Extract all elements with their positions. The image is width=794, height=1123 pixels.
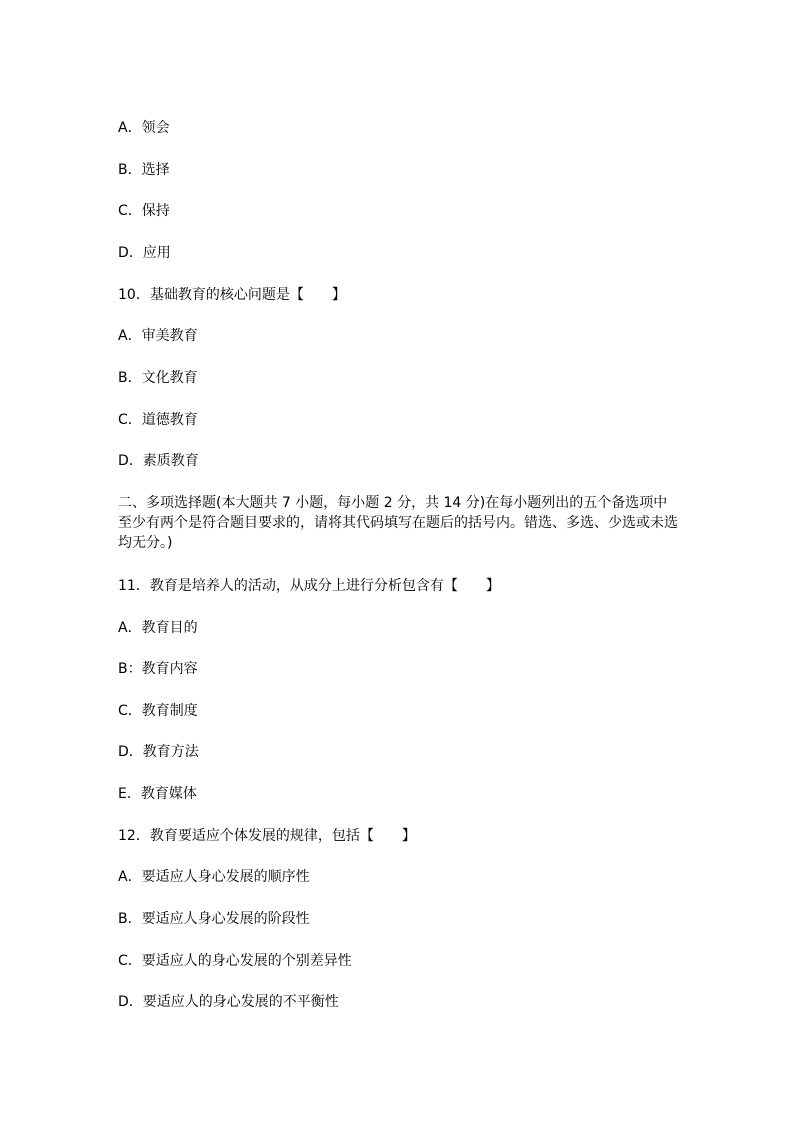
question-10: 10．基础教育的核心问题是【 】: [118, 287, 346, 303]
section-2-instructions: 二、多项选择题(本大题共 7 小题，每小题 2 分，共 14 分)在每小题列出的五个备选项中至少有两个是符合题目要求的，请将其代码填写在题后的括号内。错选、多选、少选或未选均无分。): [118, 495, 678, 551]
q11-option-b: B：教育内容: [118, 661, 198, 677]
q10-option-c: C．道德教育: [118, 412, 198, 428]
q9-option-c: C．保持: [118, 203, 170, 219]
q9-option-a: A．领会: [118, 120, 170, 136]
q12-option-c: C．要适应人的身心发展的个别差异性: [118, 953, 352, 969]
q9-option-d: D．应用: [118, 245, 171, 261]
q11-option-a: A．教育目的: [118, 620, 198, 636]
q12-option-a: A．要适应人身心发展的顺序性: [118, 869, 310, 885]
q12-option-d: D．要适应人的身心发展的不平衡性: [118, 994, 339, 1010]
q11-option-d: D．教育方法: [118, 744, 199, 760]
q10-option-b: B．文化教育: [118, 370, 198, 386]
q11-option-c: C．教育制度: [118, 703, 198, 719]
q10-option-d: D．素质教育: [118, 453, 199, 469]
q11-option-e: E．教育媒体: [118, 786, 197, 802]
question-12: 12．教育要适应个体发展的规律，包括【 】: [118, 828, 416, 844]
q10-option-a: A．审美教育: [118, 328, 198, 344]
q12-option-b: B．要适应人身心发展的阶段性: [118, 911, 310, 927]
question-11: 11．教育是培养人的活动，从成分上进行分析包含有【 】: [118, 578, 500, 594]
q9-option-b: B．选择: [118, 162, 170, 178]
